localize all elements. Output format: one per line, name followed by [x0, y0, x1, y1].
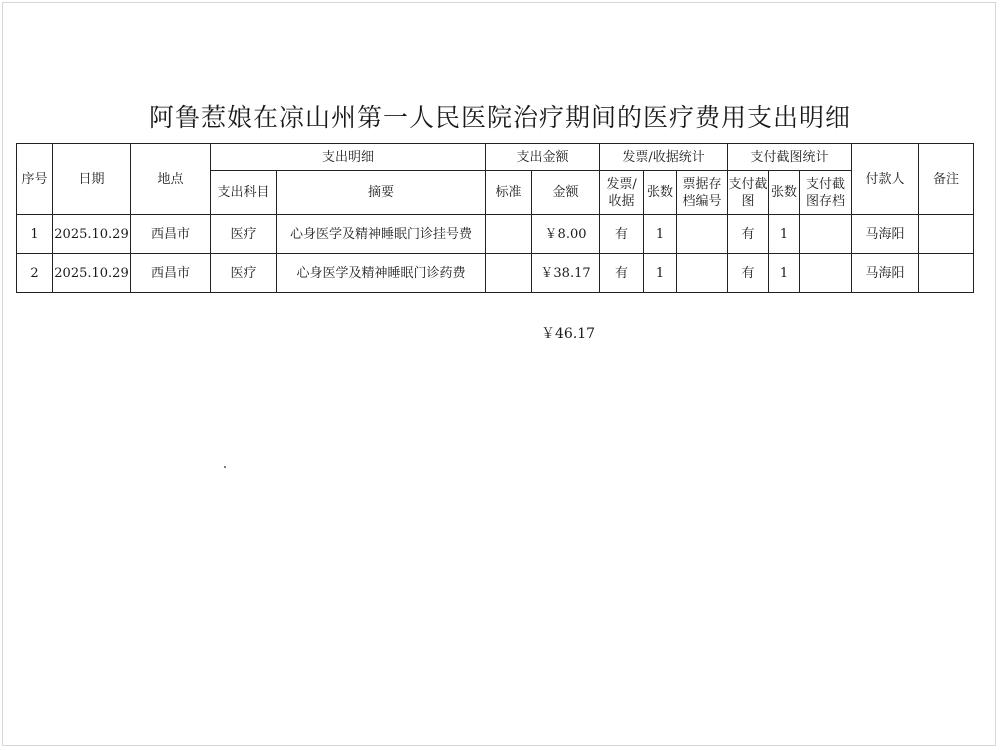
header-payer: 付款人: [852, 144, 919, 215]
header-screenshot-group: 支付截图统计: [728, 144, 852, 171]
cell-screenshot-archive: [800, 254, 852, 293]
header-date: 日期: [53, 144, 131, 215]
cell-amount: ￥38.17: [532, 254, 600, 293]
cell-invoice-count: 1: [644, 215, 677, 254]
cell-seq: 1: [17, 215, 53, 254]
header-screenshot-count: 张数: [769, 171, 800, 215]
cell-place: 西昌市: [131, 215, 211, 254]
cell-payer: 马海阳: [852, 215, 919, 254]
total-amount: ￥46.17: [541, 326, 596, 342]
header-standard: 标准: [486, 171, 532, 215]
cell-summary: 心身医学及精神睡眠门诊挂号费: [277, 215, 486, 254]
cell-standard: [486, 254, 532, 293]
cell-date: 2025.10.29: [53, 215, 131, 254]
scan-speck: [224, 466, 226, 468]
header-remark: 备注: [919, 144, 974, 215]
header-amount: 金额: [532, 171, 600, 215]
cell-remark: [919, 254, 974, 293]
header-invoice-archive-no: 票据存档编号: [677, 171, 728, 215]
cell-invoice: 有: [600, 254, 644, 293]
header-invoice-group: 发票/收据统计: [600, 144, 728, 171]
cell-category: 医疗: [211, 254, 277, 293]
header-seq: 序号: [17, 144, 53, 215]
document-title: 阿鲁惹娘在凉山州第一人民医院治疗期间的医疗费用支出明细: [148, 103, 851, 132]
header-invoice-receipt: 发票/收据: [600, 171, 644, 215]
cell-place: 西昌市: [131, 254, 211, 293]
expense-table: [16, 143, 974, 293]
header-detail-group: 支出明细: [211, 144, 486, 171]
header-invoice-count: 张数: [644, 171, 677, 215]
cell-seq: 2: [17, 254, 53, 293]
cell-screenshot: 有: [728, 215, 769, 254]
header-payment-screenshot: 支付截图: [728, 171, 769, 215]
table-row: [17, 215, 974, 254]
cell-screenshot-archive: [800, 215, 852, 254]
header-amount-group: 支出金额: [486, 144, 600, 171]
cell-screenshot-count: 1: [769, 215, 800, 254]
header-row-group: [17, 144, 974, 171]
cell-screenshot-count: 1: [769, 254, 800, 293]
cell-invoice-archive-no: [677, 215, 728, 254]
cell-invoice-archive-no: [677, 254, 728, 293]
cell-remark: [919, 215, 974, 254]
cell-standard: [486, 215, 532, 254]
header-category: 支出科目: [211, 171, 277, 215]
header-summary: 摘要: [277, 171, 486, 215]
cell-summary: 心身医学及精神睡眠门诊药费: [277, 254, 486, 293]
table-row: [17, 254, 974, 293]
cell-date: 2025.10.29: [53, 254, 131, 293]
header-place: 地点: [131, 144, 211, 215]
cell-amount: ￥8.00: [532, 215, 600, 254]
cell-invoice: 有: [600, 215, 644, 254]
cell-category: 医疗: [211, 215, 277, 254]
cell-invoice-count: 1: [644, 254, 677, 293]
cell-payer: 马海阳: [852, 254, 919, 293]
cell-screenshot: 有: [728, 254, 769, 293]
header-screenshot-archive: 支付截图存档: [800, 171, 852, 215]
